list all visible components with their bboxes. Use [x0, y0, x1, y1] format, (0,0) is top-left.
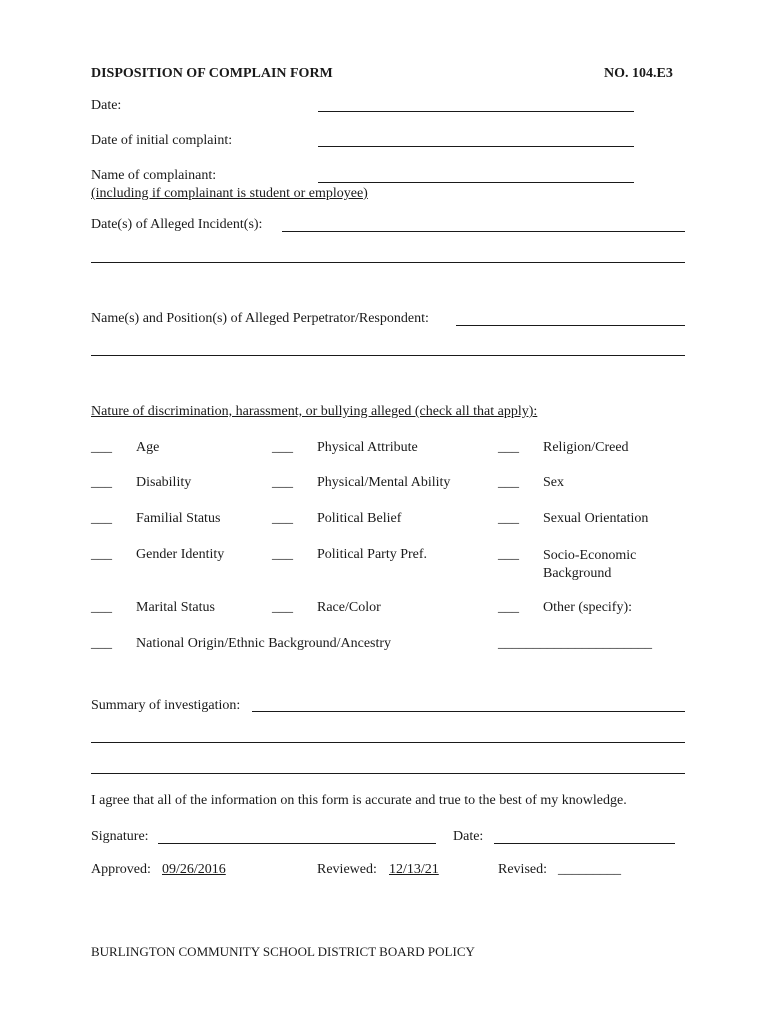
option-political-belief: Political Belief	[317, 511, 402, 526]
checkbox-age[interactable]: ___	[91, 440, 112, 455]
other-specify-field[interactable]: ______________________	[498, 636, 652, 651]
checkbox-sexual-orientation[interactable]: ___	[498, 511, 519, 526]
perpetrator-continuation-line[interactable]	[91, 355, 685, 356]
checkbox-political-party-pref[interactable]: ___	[272, 547, 293, 562]
incident-dates-continuation-line[interactable]	[91, 262, 685, 263]
summary-line-3[interactable]	[91, 773, 685, 774]
complainant-field[interactable]	[318, 182, 634, 183]
summary-label: Summary of investigation:	[91, 698, 241, 713]
checkbox-disability[interactable]: ___	[91, 475, 112, 490]
incident-dates-field[interactable]	[282, 231, 685, 232]
checkbox-marital-status[interactable]: ___	[91, 600, 112, 615]
option-marital-status: Marital Status	[136, 600, 215, 615]
signature-field[interactable]	[158, 843, 436, 844]
reviewed-label: Reviewed:	[317, 862, 377, 877]
approved-date: 09/26/2016	[162, 862, 226, 877]
option-socio-economic: Socio-Economic Background	[543, 548, 637, 581]
initial-complaint-field[interactable]	[318, 146, 634, 147]
agreement-statement: I agree that all of the information on this form is accurate and true to the best of my knowledge.	[91, 793, 627, 808]
option-race-color: Race/Color	[317, 600, 381, 615]
checkbox-physical-attribute[interactable]: ___	[272, 440, 293, 455]
approved-label: Approved:	[91, 862, 151, 877]
date-field[interactable]	[318, 111, 634, 112]
summary-line-2[interactable]	[91, 742, 685, 743]
checkbox-political-belief[interactable]: ___	[272, 511, 293, 526]
option-religion-creed: Religion/Creed	[543, 440, 629, 455]
checkbox-gender-identity[interactable]: ___	[91, 547, 112, 562]
option-physical-mental-ability: Physical/Mental Ability	[317, 475, 451, 490]
checkbox-religion-creed[interactable]: ___	[498, 440, 519, 455]
option-other: Other (specify):	[543, 600, 633, 615]
option-gender-identity: Gender Identity	[136, 547, 225, 562]
option-physical-attribute: Physical Attribute	[317, 440, 418, 455]
form-title: DISPOSITION OF COMPLAIN FORM	[91, 66, 333, 81]
option-disability: Disability	[136, 475, 192, 490]
checkbox-socio-economic[interactable]: ___	[498, 547, 519, 562]
complainant-note: (including if complainant is student or employee)	[91, 186, 368, 201]
complainant-label: Name of complainant:	[91, 168, 217, 183]
reviewed-date: 12/13/21	[389, 862, 439, 877]
footer-policy: BURLINGTON COMMUNITY SCHOOL DISTRICT BOARD POLICY	[91, 944, 475, 959]
option-familial-status: Familial Status	[136, 511, 221, 526]
revised-field[interactable]: _________	[558, 862, 621, 877]
checkbox-national-origin[interactable]: ___	[91, 636, 112, 651]
nature-heading: Nature of discrimination, harassment, or bullying alleged (check all that apply):	[91, 404, 538, 419]
checkbox-other[interactable]: ___	[498, 600, 519, 615]
signature-date-field[interactable]	[494, 843, 675, 844]
initial-complaint-label: Date of initial complaint:	[91, 133, 233, 148]
incident-dates-label: Date(s) of Alleged Incident(s):	[91, 217, 263, 232]
option-sex: Sex	[543, 475, 564, 490]
form-number: NO. 104.E3	[604, 66, 673, 81]
date-label: Date:	[91, 98, 122, 113]
checkbox-race-color[interactable]: ___	[272, 600, 293, 615]
summary-field[interactable]	[252, 711, 685, 712]
signature-label: Signature:	[91, 829, 149, 844]
option-sexual-orientation: Sexual Orientation	[543, 511, 649, 526]
checkbox-familial-status[interactable]: ___	[91, 511, 112, 526]
checkbox-sex[interactable]: ___	[498, 475, 519, 490]
perpetrator-label: Name(s) and Position(s) of Alleged Perpetrator/Respondent:	[91, 311, 429, 326]
perpetrator-field[interactable]	[456, 325, 685, 326]
option-age: Age	[136, 440, 160, 455]
option-political-party-pref: Political Party Pref.	[317, 547, 428, 562]
option-national-origin: National Origin/Ethnic Background/Ancestry	[136, 636, 392, 651]
signature-date-label: Date:	[453, 829, 484, 844]
checkbox-physical-mental-ability[interactable]: ___	[272, 475, 293, 490]
revised-label: Revised:	[498, 862, 547, 877]
